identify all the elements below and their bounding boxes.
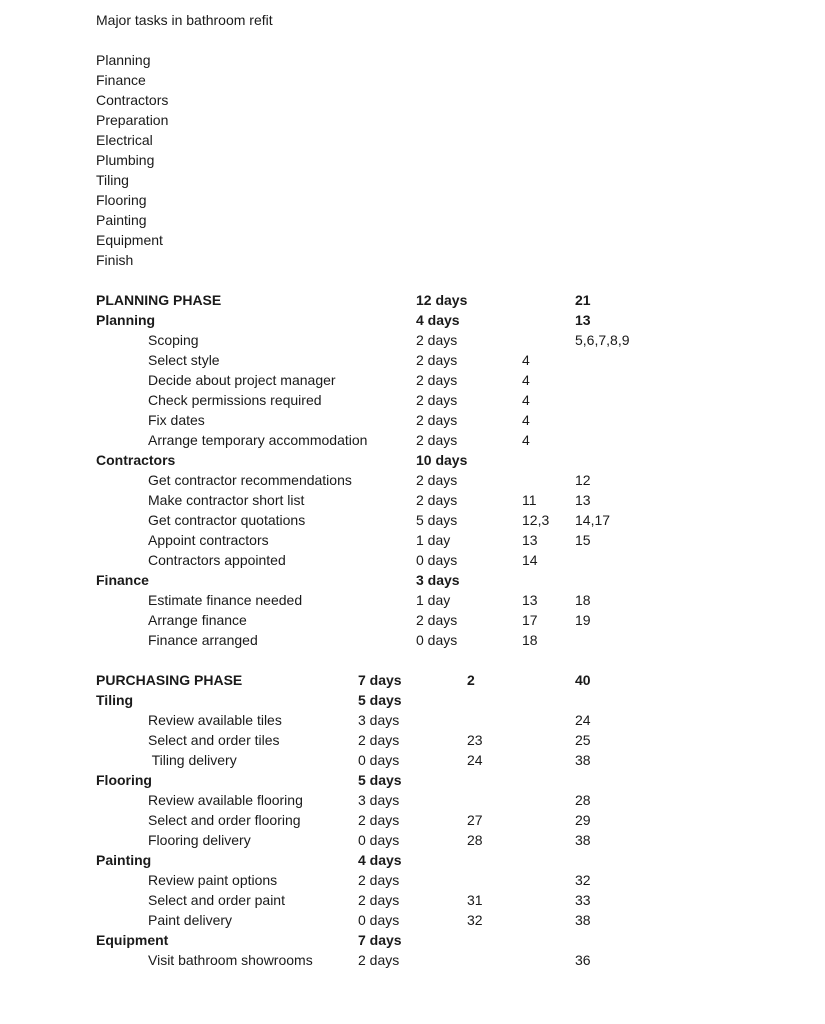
- task-name-cell: Select and order paint: [148, 892, 285, 908]
- duration-cell: 0 days: [358, 832, 400, 848]
- predecessors-cell: 4: [522, 412, 530, 428]
- task-row: [0, 870, 825, 890]
- predecessors-cell: 24: [467, 752, 483, 768]
- task-name-cell: Flooring: [96, 772, 152, 788]
- duration-cell: 5 days: [358, 692, 402, 708]
- task-row: [0, 710, 825, 730]
- task-row: [0, 610, 825, 630]
- predecessors-cell: 17: [522, 612, 538, 628]
- task-list-item: Electrical: [96, 132, 153, 148]
- task-row: [0, 630, 825, 650]
- task-row: [0, 730, 825, 750]
- successors-cell: 13: [575, 492, 591, 508]
- duration-cell: 3 days: [358, 712, 400, 728]
- duration-cell: 2 days: [416, 432, 458, 448]
- document-title: Major tasks in bathroom refit: [96, 12, 273, 28]
- successors-cell: 38: [575, 832, 591, 848]
- duration-cell: 0 days: [358, 912, 400, 928]
- summary-task-row: [0, 670, 825, 690]
- task-name-cell: Fix dates: [148, 412, 205, 428]
- successors-cell: 18: [575, 592, 591, 608]
- task-name-cell: Equipment: [96, 932, 169, 948]
- duration-cell: 5 days: [416, 512, 458, 528]
- duration-cell: 2 days: [416, 612, 458, 628]
- task-row: [0, 550, 825, 570]
- summary-task-row: [0, 850, 825, 870]
- task-row: [0, 750, 825, 770]
- predecessors-cell: 4: [522, 392, 530, 408]
- task-name-cell: Check permissions required: [148, 392, 322, 408]
- task-list-item: Painting: [96, 212, 147, 228]
- task-row: [0, 470, 825, 490]
- task-name-cell: Flooring delivery: [148, 832, 251, 848]
- successors-cell: 24: [575, 712, 591, 728]
- planning-phase-section: [0, 290, 825, 650]
- task-name-cell: Review available flooring: [148, 792, 303, 808]
- successors-cell: 25: [575, 732, 591, 748]
- task-name-cell: Contractors: [96, 452, 176, 468]
- task-name-cell: Painting: [96, 852, 152, 868]
- task-name-list: [96, 50, 168, 270]
- task-row: [0, 890, 825, 910]
- successors-cell: 32: [575, 872, 591, 888]
- task-name-cell: Appoint contractors: [148, 532, 269, 548]
- task-row: [0, 490, 825, 510]
- predecessors-cell: 12,3: [522, 512, 550, 528]
- task-row: [0, 510, 825, 530]
- task-name-cell: Get contractor quotations: [148, 512, 306, 528]
- task-name-cell: Planning: [96, 312, 156, 328]
- task-row: [0, 530, 825, 550]
- task-name-cell: Review paint options: [148, 872, 278, 888]
- duration-cell: 2 days: [358, 812, 400, 828]
- task-list-item: Finance: [96, 72, 146, 88]
- duration-cell: 2 days: [416, 372, 458, 388]
- task-name-cell: Select and order flooring: [148, 812, 301, 828]
- task-name-cell: Finance arranged: [148, 632, 258, 648]
- purchasing-phase-section: [0, 670, 825, 970]
- task-name-cell: PURCHASING PHASE: [96, 672, 243, 688]
- task-list-item: Tiling: [96, 172, 129, 188]
- task-name-cell: Contractors appointed: [148, 552, 286, 568]
- duration-cell: 2 days: [416, 332, 458, 348]
- task-list-item: Equipment: [96, 232, 163, 248]
- duration-cell: 0 days: [416, 552, 458, 568]
- summary-task-row: [0, 690, 825, 710]
- successors-cell: 13: [575, 312, 591, 328]
- task-name-cell: Arrange temporary accommodation: [148, 432, 368, 448]
- task-row: [0, 330, 825, 350]
- task-list-item: Contractors: [96, 92, 169, 108]
- duration-cell: 1 day: [416, 532, 451, 548]
- duration-cell: 1 day: [416, 592, 451, 608]
- task-name-cell: Make contractor short list: [148, 492, 305, 508]
- task-name-cell: Tiling delivery: [148, 752, 237, 768]
- task-name-cell: Select style: [148, 352, 220, 368]
- duration-cell: 3 days: [358, 792, 400, 808]
- duration-cell: 4 days: [416, 312, 460, 328]
- predecessors-cell: 14: [522, 552, 538, 568]
- successors-cell: 40: [575, 672, 591, 688]
- task-list-item: Finish: [96, 252, 134, 268]
- duration-cell: 2 days: [416, 472, 458, 488]
- duration-cell: 2 days: [416, 412, 458, 428]
- predecessors-cell: 28: [467, 832, 483, 848]
- predecessors-cell: 13: [522, 592, 538, 608]
- duration-cell: 10 days: [416, 452, 468, 468]
- task-row: [0, 370, 825, 390]
- task-row: [0, 390, 825, 410]
- successors-cell: 21: [575, 292, 591, 308]
- predecessors-cell: 32: [467, 912, 483, 928]
- duration-cell: 3 days: [416, 572, 460, 588]
- successors-cell: 5,6,7,8,9: [575, 332, 630, 348]
- task-name-cell: Finance: [96, 572, 149, 588]
- task-list-item: Flooring: [96, 192, 147, 208]
- task-name-cell: Scoping: [148, 332, 199, 348]
- successors-cell: 14,17: [575, 512, 611, 528]
- task-row: [0, 830, 825, 850]
- task-name-cell: Select and order tiles: [148, 732, 280, 748]
- duration-cell: 2 days: [416, 392, 458, 408]
- task-name-cell: Review available tiles: [148, 712, 282, 728]
- duration-cell: 7 days: [358, 672, 402, 688]
- task-row: [0, 590, 825, 610]
- successors-cell: 38: [575, 752, 591, 768]
- task-name-cell: Paint delivery: [148, 912, 233, 928]
- successors-cell: 29: [575, 812, 591, 828]
- successors-cell: 12: [575, 472, 591, 488]
- summary-task-row: [0, 450, 825, 470]
- predecessors-cell: 13: [522, 532, 538, 548]
- duration-cell: 2 days: [416, 492, 458, 508]
- successors-cell: 36: [575, 952, 591, 968]
- successors-cell: 33: [575, 892, 591, 908]
- summary-task-row: [0, 930, 825, 950]
- task-name-cell: Estimate finance needed: [148, 592, 303, 608]
- duration-cell: 4 days: [358, 852, 402, 868]
- summary-task-row: [0, 770, 825, 790]
- predecessors-cell: 4: [522, 432, 530, 448]
- summary-task-row: [0, 290, 825, 310]
- duration-cell: 2 days: [416, 352, 458, 368]
- task-row: [0, 950, 825, 970]
- predecessors-cell: 31: [467, 892, 483, 908]
- predecessors-cell: 4: [522, 372, 530, 388]
- task-list-item: Preparation: [96, 112, 169, 128]
- task-name-cell: Decide about project manager: [148, 372, 336, 388]
- task-row: [0, 350, 825, 370]
- task-name-cell: Get contractor recommendations: [148, 472, 352, 488]
- duration-cell: 2 days: [358, 892, 400, 908]
- successors-cell: 19: [575, 612, 591, 628]
- predecessors-cell: 11: [522, 492, 537, 508]
- task-row: [0, 790, 825, 810]
- duration-cell: 0 days: [416, 632, 458, 648]
- task-row: [0, 910, 825, 930]
- predecessors-cell: 4: [522, 352, 530, 368]
- duration-cell: 2 days: [358, 732, 400, 748]
- successors-cell: 15: [575, 532, 591, 548]
- task-row: [0, 410, 825, 430]
- duration-cell: 5 days: [358, 772, 402, 788]
- duration-cell: 2 days: [358, 872, 400, 888]
- duration-cell: 0 days: [358, 752, 400, 768]
- task-name-cell: Visit bathroom showrooms: [148, 952, 313, 968]
- predecessors-cell: 2: [467, 672, 475, 688]
- summary-task-row: [0, 310, 825, 330]
- task-name-cell: Tiling: [96, 692, 134, 708]
- task-row: [0, 430, 825, 450]
- duration-cell: 2 days: [358, 952, 400, 968]
- predecessors-cell: 23: [467, 732, 483, 748]
- summary-task-row: [0, 570, 825, 590]
- task-row: [0, 810, 825, 830]
- task-list-item: Planning: [96, 52, 151, 68]
- successors-cell: 28: [575, 792, 591, 808]
- task-name-cell: PLANNING PHASE: [96, 292, 222, 308]
- task-name-cell: Arrange finance: [148, 612, 247, 628]
- predecessors-cell: 18: [522, 632, 538, 648]
- duration-cell: 12 days: [416, 292, 468, 308]
- duration-cell: 7 days: [358, 932, 402, 948]
- successors-cell: 38: [575, 912, 591, 928]
- predecessors-cell: 27: [467, 812, 483, 828]
- task-list-item: Plumbing: [96, 152, 155, 168]
